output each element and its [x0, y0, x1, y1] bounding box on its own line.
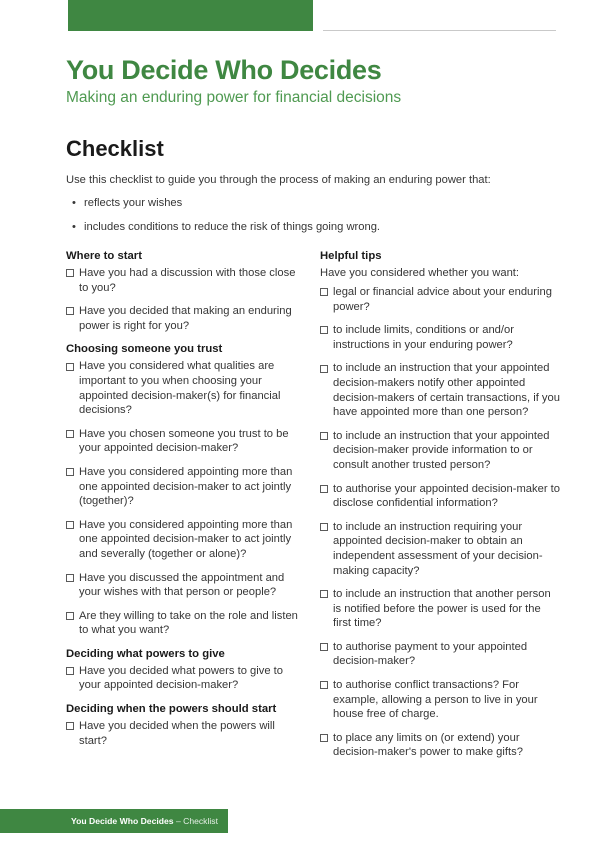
- checklist-item[interactable]: [320, 429, 560, 473]
- checkbox-icon[interactable]: [320, 643, 328, 651]
- checkbox-icon[interactable]: [66, 363, 74, 371]
- checkbox-icon[interactable]: [66, 269, 74, 277]
- checkbox-icon[interactable]: [320, 365, 328, 373]
- checklist-item-label: legal or financial advice about your enduring power?: [333, 286, 552, 313]
- footer-text: [71, 809, 218, 833]
- checkbox-icon[interactable]: [66, 667, 74, 675]
- intro-bullet-item: • includes conditions to reduce the risk of things going wrong.: [66, 220, 544, 235]
- checklist-left-column: [66, 249, 303, 757]
- checklist-item[interactable]: [320, 731, 560, 760]
- document-title: You Decide Who Decides: [66, 55, 382, 85]
- footer-separator: –: [173, 816, 184, 826]
- intro-lead-text: Use this checklist to guide you through the process of making an enduring power that:: [66, 174, 491, 186]
- checkbox-icon[interactable]: [320, 288, 328, 296]
- title-block: [66, 55, 546, 108]
- checklist-item[interactable]: [320, 323, 560, 352]
- page-header: [0, 0, 600, 32]
- page-title: Checklist: [66, 136, 164, 161]
- checklist-item[interactable]: [66, 427, 303, 456]
- intro-bullet-item: • reflects your wishes: [66, 196, 544, 211]
- checkbox-icon[interactable]: [66, 574, 74, 582]
- checkbox-icon[interactable]: [320, 681, 328, 689]
- checklist-item-label: to place any limits on (or extend) your decision-maker's power to make gifts?: [333, 731, 523, 759]
- checklist-item-label: to include an instruction that your appointed decision-maker provide information to or consult another trusted person?: [333, 429, 550, 471]
- intro-bullet-list: [66, 196, 544, 235]
- checklist-item[interactable]: [320, 285, 560, 314]
- checklist-item-label: to authorise conflict transactions? For example, allowing a person to live in your house free of charge.: [333, 679, 538, 721]
- checklist-item[interactable]: [66, 465, 303, 509]
- checklist-right-column: [320, 249, 560, 769]
- checklist-item[interactable]: [320, 587, 560, 631]
- checkbox-icon[interactable]: [66, 521, 74, 529]
- checkbox-icon[interactable]: [66, 468, 74, 476]
- header-green-block: [68, 0, 313, 31]
- checklist-group-deciding-what-powers: [66, 664, 303, 693]
- footer-section-name: Checklist: [183, 816, 218, 826]
- checkbox-icon[interactable]: [320, 734, 328, 742]
- checklist-group-helpful-tips: [320, 285, 560, 760]
- checklist-item[interactable]: [320, 482, 560, 511]
- checklist-item-label: Have you considered appointing more than one appointed decision-maker to act jointly and severally (together or alone)?: [79, 518, 293, 560]
- section-heading-helpful-tips: Helpful tips: [320, 250, 382, 262]
- document-subtitle: Making an enduring power for financial decisions: [66, 89, 402, 106]
- checklist-item[interactable]: [320, 640, 560, 669]
- checklist-item[interactable]: [66, 609, 303, 638]
- footer-document-title: You Decide Who Decides: [71, 816, 174, 826]
- checklist-item-label: Have you decided what powers to give to your appointed decision-maker?: [79, 664, 283, 692]
- helpful-tips-lead-text: Have you considered whether you want:: [320, 267, 520, 279]
- checklist-item[interactable]: [66, 359, 303, 417]
- checklist-item-label: Have you decided when the powers will start?: [79, 720, 275, 747]
- checklist-item-label: Have you considered appointing more than one appointed decision-maker to act jointly (together)?: [79, 465, 293, 508]
- checklist-item[interactable]: [66, 719, 303, 748]
- checklist-item[interactable]: [320, 361, 560, 419]
- section-heading-choosing-someone-you-trust: Choosing someone you trust: [66, 343, 223, 356]
- checklist-item-label: Have you had a discussion with those close to you?: [79, 267, 296, 294]
- checklist-item-label: to include an instruction that another person is notified before the power is used for the first time?: [333, 588, 551, 630]
- checklist-item-label: Have you decided that making an enduring power is right for you?: [79, 305, 292, 332]
- checkbox-icon[interactable]: [66, 722, 74, 730]
- checklist-group-where-to-start: [66, 266, 303, 333]
- checklist-group-choosing-someone: [66, 359, 303, 638]
- section-heading-deciding-when-powers-start: Deciding when the powers should start: [66, 703, 277, 716]
- checklist-item-label: Have you considered what qualities are important to you when choosing your appointed decision-maker(s) for financial decisions?: [79, 360, 281, 417]
- page-footer-bar: [0, 809, 228, 833]
- checkbox-icon[interactable]: [320, 485, 328, 493]
- checklist-item-label: to authorise your appointed decision-maker to disclose confidential information?: [333, 482, 560, 510]
- checklist-item-label: Have you discussed the appointment and your wishes with that person or people?: [79, 571, 285, 599]
- checklist-item-label: Have you chosen someone you trust to be your appointed decision-maker?: [79, 427, 289, 455]
- checklist-item-label: to include an instruction that your appointed decision-makers notify other appointed decision-makers of certain transactions, if you have appointed more than one person?: [333, 362, 560, 419]
- header-divider-rule: [323, 30, 556, 31]
- checklist-item-label: to include an instruction requiring your appointed decision-maker to obtain an independent assessment of your decision-making capacity?: [333, 520, 543, 577]
- checklist-item-label: to authorise payment to your appointed decision-maker?: [333, 640, 528, 668]
- checkbox-icon[interactable]: [320, 590, 328, 598]
- checklist-item[interactable]: [320, 520, 560, 578]
- checklist-item[interactable]: [66, 518, 303, 562]
- checklist-item[interactable]: [320, 678, 560, 722]
- checklist-item-label: Are they willing to take on the role and listen to what you want?: [79, 609, 298, 637]
- section-heading-where-to-start: Where to start: [66, 250, 142, 262]
- section-heading-deciding-what-powers: Deciding what powers to give: [66, 647, 225, 660]
- checkbox-icon[interactable]: [320, 326, 328, 334]
- checklist-item[interactable]: [66, 266, 303, 295]
- intro-block: [66, 173, 544, 244]
- checkbox-icon[interactable]: [320, 523, 328, 531]
- checklist-item[interactable]: [66, 664, 303, 693]
- checklist-group-deciding-when-powers-start: [66, 719, 303, 748]
- checklist-item[interactable]: [66, 571, 303, 600]
- checkbox-icon[interactable]: [320, 432, 328, 440]
- checklist-item-label: to include limits, conditions or and/or instructions in your enduring power?: [333, 324, 514, 351]
- checkbox-icon[interactable]: [66, 430, 74, 438]
- checkbox-icon[interactable]: [66, 307, 74, 315]
- checklist-item[interactable]: [66, 304, 303, 333]
- checkbox-icon[interactable]: [66, 612, 74, 620]
